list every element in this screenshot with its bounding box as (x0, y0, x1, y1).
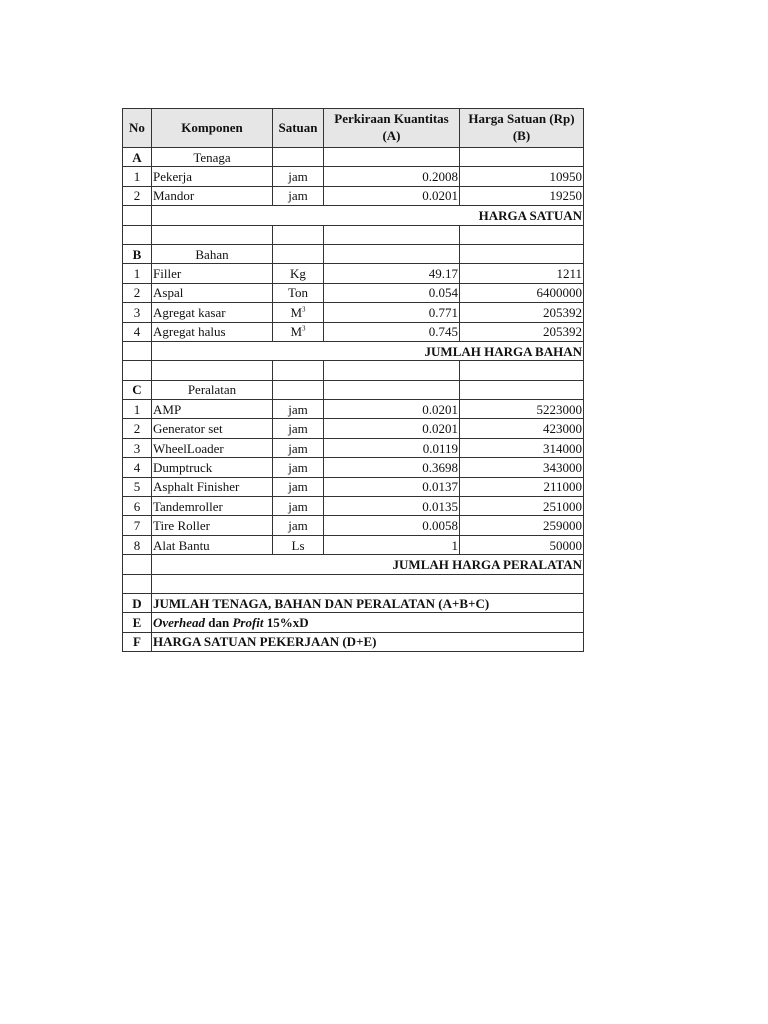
summary-text (152, 613, 584, 632)
item-number: 3 (123, 438, 152, 457)
item-unit-price: 6400000 (460, 283, 584, 302)
table-row (123, 400, 584, 419)
table-row (123, 497, 584, 516)
item-unit (273, 264, 324, 283)
item-unit-text: jam (288, 169, 308, 185)
item-unit-text: M (290, 304, 303, 320)
item-number: 8 (123, 535, 152, 554)
empty-cell (460, 361, 584, 380)
subtotal-label: HARGA SATUAN (152, 206, 584, 225)
empty-cell (460, 225, 584, 244)
empty-cell (460, 244, 584, 263)
item-number: 1 (123, 264, 152, 283)
table-header-row (123, 109, 584, 148)
item-quantity: 0.3698 (324, 458, 460, 477)
item-quantity: 0.0119 (324, 438, 460, 457)
header-harga-line2: (B) (512, 128, 531, 143)
header-harga-line1: Harga Satuan (Rp) (468, 111, 575, 127)
item-unit-price: 343000 (460, 458, 584, 477)
table-row (123, 303, 584, 322)
item-name: Alat Bantu (152, 535, 273, 554)
item-quantity: 0.0201 (324, 419, 460, 438)
item-unit-text: jam (288, 421, 308, 437)
item-unit (273, 477, 324, 496)
empty-cell (273, 225, 324, 244)
item-name: AMP (152, 400, 273, 419)
item-name: Agregat halus (152, 322, 273, 341)
item-unit-superscript: 3 (302, 305, 306, 314)
item-number: 3 (123, 303, 152, 322)
empty-cell (324, 225, 460, 244)
table-body (123, 148, 584, 652)
item-unit-price: 251000 (460, 497, 584, 516)
table-row (123, 167, 584, 186)
item-quantity: 0.0058 (324, 516, 460, 535)
summary-row-f (123, 632, 584, 651)
item-unit (273, 167, 324, 186)
item-unit-price: 10950 (460, 167, 584, 186)
section-header-row-tenaga (123, 148, 584, 167)
empty-cell (152, 225, 273, 244)
item-quantity: 49.17 (324, 264, 460, 283)
item-unit (273, 303, 324, 322)
item-unit (273, 438, 324, 457)
item-unit-price: 5223000 (460, 400, 584, 419)
item-quantity: 0.771 (324, 303, 460, 322)
empty-cell (273, 244, 324, 263)
item-unit (273, 283, 324, 302)
item-unit-text: jam (288, 498, 308, 514)
item-name: WheelLoader (152, 438, 273, 457)
item-quantity: 0.2008 (324, 167, 460, 186)
item-name: Filler (152, 264, 273, 283)
item-unit-text: jam (288, 188, 308, 204)
empty-cell (324, 148, 460, 167)
table-row (123, 322, 584, 341)
item-unit-price: 314000 (460, 438, 584, 457)
empty-cell (460, 380, 584, 399)
section-letter: B (123, 244, 152, 263)
item-quantity: 0.745 (324, 322, 460, 341)
section-header-row-bahan (123, 244, 584, 263)
item-unit (273, 186, 324, 205)
header-kuantitas (324, 109, 460, 148)
item-unit-text: Ls (291, 537, 305, 553)
spacer-row (123, 361, 584, 380)
item-quantity: 0.0201 (324, 400, 460, 419)
empty-cell (324, 361, 460, 380)
empty-cell (273, 380, 324, 399)
summary-row-d (123, 593, 584, 612)
item-unit (273, 322, 324, 341)
item-unit-text: jam (288, 479, 308, 495)
header-kuantitas-line2: (A) (382, 128, 401, 143)
item-number: 5 (123, 477, 152, 496)
item-unit-price: 205392 (460, 322, 584, 341)
section-title: Peralatan (152, 380, 273, 399)
summary-letter: F (123, 632, 152, 651)
item-unit-price: 205392 (460, 303, 584, 322)
item-unit (273, 419, 324, 438)
summary-row-e (123, 613, 584, 632)
summary-letter: D (123, 593, 152, 612)
summary-text: JUMLAH TENAGA, BAHAN DAN PERALATAN (A+B+C) (152, 593, 584, 612)
item-number: 1 (123, 400, 152, 419)
item-name: Pekerja (152, 167, 273, 186)
item-number: 4 (123, 322, 152, 341)
item-unit-text: Ton (287, 285, 309, 301)
table-row (123, 283, 584, 302)
header-komponen: Komponen (152, 109, 273, 148)
item-name: Dumptruck (152, 458, 273, 477)
empty-cell (123, 574, 152, 593)
item-number: 2 (123, 419, 152, 438)
item-unit (273, 516, 324, 535)
item-quantity: 0.054 (324, 283, 460, 302)
item-unit-text: jam (288, 518, 308, 534)
item-unit-text: jam (288, 459, 308, 475)
unit-price-analysis-table (122, 108, 584, 652)
table-row (123, 264, 584, 283)
empty-cell (324, 244, 460, 263)
spacer-row (123, 574, 584, 593)
item-name: Asphalt Finisher (152, 477, 273, 496)
subtotal-label: JUMLAH HARGA PERALATAN (152, 555, 584, 574)
item-unit-text: jam (288, 440, 308, 456)
item-number: 6 (123, 497, 152, 516)
item-name: Mandor (152, 186, 273, 205)
subtotal-row-tenaga (123, 206, 584, 225)
subtotal-row-peralatan (123, 555, 584, 574)
item-number: 4 (123, 458, 152, 477)
item-name: Tire Roller (152, 516, 273, 535)
item-unit-text: jam (288, 401, 308, 417)
item-unit-price: 259000 (460, 516, 584, 535)
empty-cell (273, 148, 324, 167)
dan-text: dan (205, 615, 233, 631)
item-name: Tandemroller (152, 497, 273, 516)
empty-cell (123, 555, 152, 574)
item-unit-text: M (290, 324, 303, 340)
item-number: 2 (123, 186, 152, 205)
header-kuantitas-line1: Perkiraan Kuantitas (334, 111, 449, 127)
table-row (123, 477, 584, 496)
empty-cell (123, 206, 152, 225)
empty-cell (273, 361, 324, 380)
item-unit-superscript: 3 (302, 324, 306, 333)
item-unit (273, 400, 324, 419)
subtotal-row-bahan (123, 341, 584, 360)
table-row (123, 186, 584, 205)
spacer-row (123, 225, 584, 244)
item-unit-price: 19250 (460, 186, 584, 205)
section-title: Bahan (152, 244, 273, 263)
item-number: 2 (123, 283, 152, 302)
item-quantity: 0.0201 (324, 186, 460, 205)
overhead-text: Overhead (153, 615, 205, 631)
empty-cell (123, 341, 152, 360)
item-quantity: 1 (324, 535, 460, 554)
item-name: Generator set (152, 419, 273, 438)
empty-cell (123, 361, 152, 380)
item-unit (273, 535, 324, 554)
summary-letter: E (123, 613, 152, 632)
item-unit-price: 423000 (460, 419, 584, 438)
header-harga (460, 109, 584, 148)
empty-cell (123, 225, 152, 244)
item-unit-price: 211000 (460, 477, 584, 496)
section-letter: A (123, 148, 152, 167)
subtotal-label: JUMLAH HARGA BAHAN (152, 341, 584, 360)
section-header-row-peralatan (123, 380, 584, 399)
item-unit (273, 458, 324, 477)
table-row (123, 516, 584, 535)
section-title: Tenaga (152, 148, 273, 167)
table-row (123, 419, 584, 438)
table-row (123, 438, 584, 457)
item-unit-price: 1211 (460, 264, 584, 283)
section-letter: C (123, 380, 152, 399)
item-unit (273, 497, 324, 516)
item-name: Agregat kasar (152, 303, 273, 322)
table-row (123, 458, 584, 477)
item-unit-price: 50000 (460, 535, 584, 554)
item-number: 1 (123, 167, 152, 186)
item-name: Aspal (152, 283, 273, 302)
header-no: No (123, 109, 152, 148)
empty-cell (460, 148, 584, 167)
summary-text: HARGA SATUAN PEKERJAAN (D+E) (152, 632, 584, 651)
empty-cell (152, 574, 584, 593)
empty-cell (324, 380, 460, 399)
empty-cell (152, 361, 273, 380)
table-row (123, 535, 584, 554)
item-quantity: 0.0137 (324, 477, 460, 496)
profit-percent-text: 15%xD (263, 615, 309, 631)
header-satuan: Satuan (273, 109, 324, 148)
profit-text: Profit (232, 615, 264, 631)
item-number: 7 (123, 516, 152, 535)
item-unit-text: Kg (290, 266, 306, 282)
item-quantity: 0.0135 (324, 497, 460, 516)
